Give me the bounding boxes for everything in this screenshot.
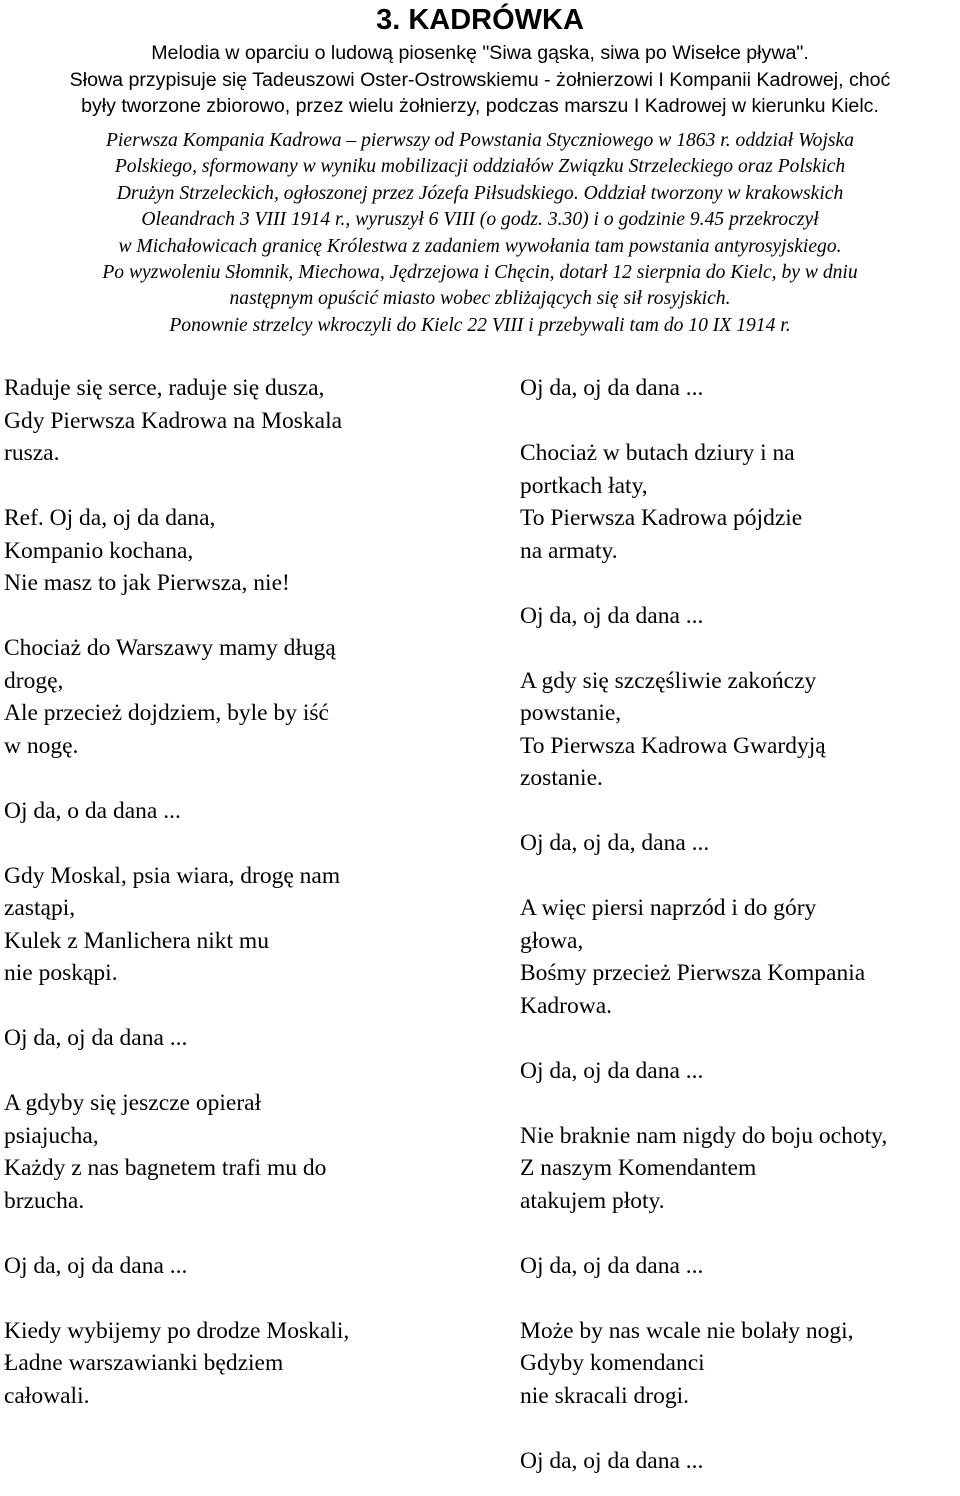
stanza [4,1022,424,1055]
stanza [4,1315,424,1413]
history-line: Ponownie strzelcy wkroczyli do Kielc 22 VIII i przebywali tam do 10 IX 1914 r. [169,314,791,336]
lyric-line: Ref. Oj da, oj da dana, [4,505,216,531]
stanza [4,1087,424,1217]
song-intro [4,40,956,120]
lyric-line: Oj da, oj da dana ... [520,1447,704,1474]
lyric-line: A więc piersi naprzód i do góry [520,895,817,921]
lyric-line: całowali. [4,1382,90,1409]
stanza [520,1315,960,1413]
lyric-line: Nie braknie nam nigdy do boju ochoty, [520,1122,888,1149]
history-line: Po wyzwoleniu Słomnik, Miechowa, Jędrzejowa i Chęcin, dotarł 12 sierpnia do Kielc, by w dniu [102,262,858,284]
lyric-line: Kiedy wybijemy po drodze Moskali, [4,1317,350,1344]
stanza [4,372,424,470]
song-title: 3. KADRÓWKA [376,4,584,36]
history-line: Polskiego, sformowany w wyniku mobilizacji oddziałów Związku Strzeleckiego oraz Polskich [114,156,846,178]
lyric-line: Raduje się serce, raduje się dusza, [4,375,325,401]
lyric-line: Chociaż do Warszawy mamy długą [4,635,336,661]
lyric-line: zastąpi, [4,895,76,921]
stanza [4,1250,424,1283]
lyric-line: A gdyby się jeszcze opierał [4,1090,262,1116]
lyric-line: atakujem płoty. [520,1187,665,1214]
lyric-line: Może by nas wcale nie bolały nogi, [520,1317,854,1344]
lyric-line: Bośmy przecież Pierwsza Kompania [520,960,866,986]
lyric-line: nie skracali drogi. [520,1382,690,1409]
lyric-line: Chociaż w butach dziury i na [520,440,795,466]
lyric-line: Oj da, oj da dana ... [520,602,704,629]
stanza [520,827,960,860]
lyric-line: Ładne warszawianki będziem [4,1350,284,1376]
lyric-line: Nie masz to jak Pierwsza, nie! [4,570,290,596]
stanza [520,1445,960,1478]
lyric-line: Oj da, oj da dana ... [520,1057,704,1084]
intro-line: były tworzone zbiorowo, przez wielu żołnierzy, podczas marszu I Kadrowej w kierunku Kielc. [81,95,879,117]
lyric-line: zostanie. [520,765,603,791]
lyric-line: portkach łaty, [520,472,648,499]
stanza [520,600,960,633]
lyric-line: drogę, [4,667,64,694]
lyric-line: w nogę. [4,732,79,759]
stanza [520,665,960,795]
lyric-line: Oj da, oj da dana ... [520,1252,704,1279]
history-line: Pierwsza Kompania Kadrowa – pierwszy od Powstania Styczniowego w 1863 r. oddział Wojska [105,130,855,151]
lyric-line: rusza. [4,440,60,466]
stanza [4,860,424,990]
lyric-line: nie poskąpi. [4,960,118,986]
intro-line: Słowa przypisuje się Tadeuszowi Oster-Ostrowskiemu - żołnierzowi I Kompanii Kadrowej, choć [69,68,891,91]
intro-line: Melodia w oparciu o ludową piosenkę "Siwa gąska, siwa po Wisełce pływa". [151,42,809,64]
lyric-line: Ale przecież dojdziem, byle by iść [4,700,329,726]
stanza [4,632,424,762]
lyric-line: na armaty. [520,537,618,564]
lyric-line: Gdy Pierwsza Kadrowa na Moskala [4,407,343,434]
lyrics-right-column [520,372,960,1477]
stanza [520,1250,960,1283]
lyrics-left-column [4,372,424,1412]
lyric-line: To Pierwsza Kadrowa Gwardyją [520,732,826,759]
lyric-line: Oj da, oj da dana ... [520,375,704,401]
lyric-line: To Pierwsza Kadrowa pójdzie [520,505,803,531]
lyric-line: Kompanio kochana, [4,537,194,564]
stanza [4,502,424,600]
stanza [520,437,960,567]
lyric-line: A gdy się szczęśliwie zakończy [520,667,817,694]
lyric-line: Każdy z nas bagnetem trafi mu do [4,1155,327,1181]
stanza [4,795,424,828]
lyric-line: Gdy Moskal, psia wiara, drogę nam [4,862,341,889]
stanza [520,1120,960,1218]
lyric-line: psiajucha, [4,1122,99,1149]
history-line: Drużyn Strzeleckich, ogłoszonej przez Józefa Piłsudskiego. Oddział tworzony w krakowskich [116,182,844,204]
history-line: w Michałowicach granicę Królestwa z zadaniem wywołania tam powstania antyrosyjskiego. [118,235,842,257]
lyric-line: brzucha. [4,1187,85,1214]
lyric-line: Oj da, oj da dana ... [4,1025,188,1051]
lyric-line: powstanie, [520,700,622,726]
history-line: następnym opuścić miasto wobec zbliżających się sił rosyjskich. [229,288,731,310]
stanza [520,372,960,405]
lyric-line: głowa, [520,927,584,954]
lyric-line: Oj da, oj da dana ... [4,1252,188,1279]
lyric-line: Kulek z Manlichera nikt mu [4,927,269,954]
stanza [520,892,960,1022]
lyric-line: Gdyby komendanci [520,1350,705,1376]
lyric-line: Kadrowa. [520,992,613,1019]
lyric-line: Z naszym Komendantem [520,1155,757,1181]
stanza [520,1055,960,1088]
lyric-line: Oj da, o da dana ... [4,797,181,824]
history-note [4,128,956,339]
history-line: Oleandrach 3 VIII 1914 r., wyruszył 6 VIII (o godz. 3.30) i o godzinie 9.45 przekroczył [141,209,819,231]
lyric-line: Oj da, oj da, dana ... [520,830,710,856]
